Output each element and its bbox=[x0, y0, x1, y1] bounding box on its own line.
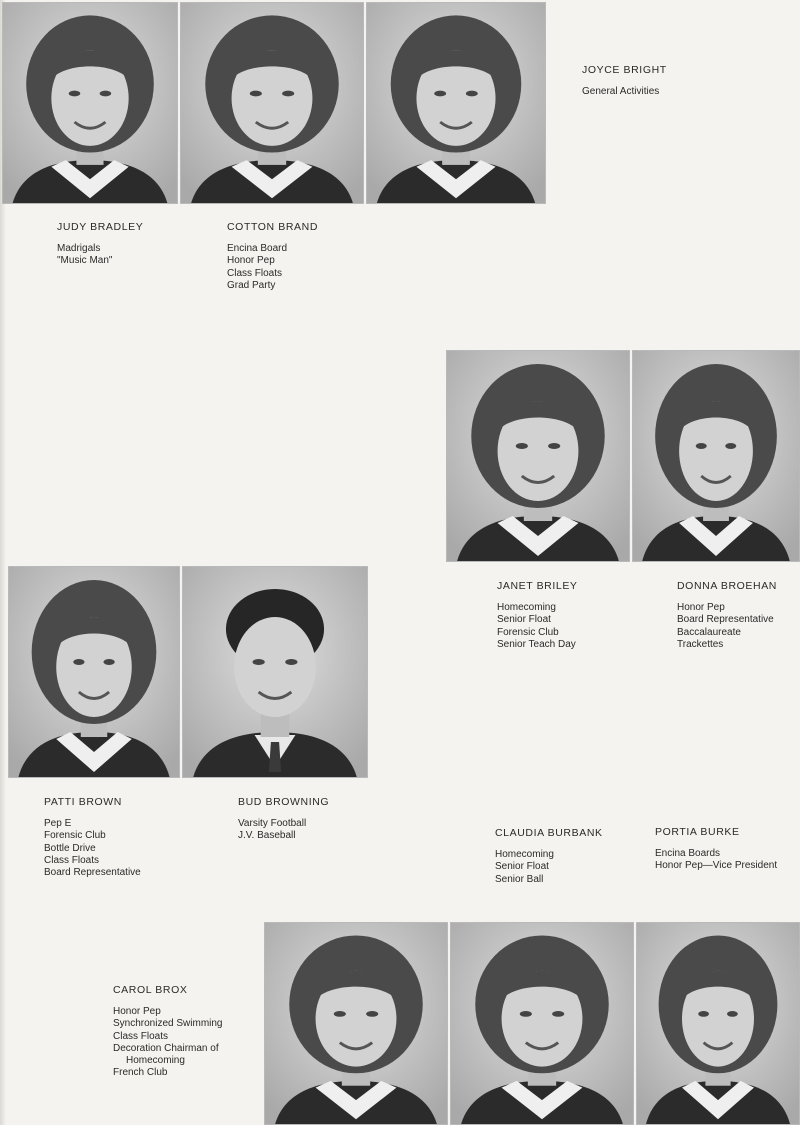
activity-item: Homecoming bbox=[126, 1055, 185, 1067]
activity-item: Baccalaureate bbox=[677, 626, 741, 638]
student-entry-janet-briley bbox=[497, 580, 578, 651]
student-entry-joyce-bright bbox=[582, 64, 667, 98]
activities-list bbox=[495, 849, 603, 886]
student-name: JUDY BRADLEY bbox=[57, 221, 144, 233]
activities-list bbox=[57, 243, 143, 268]
student-entry-donna-broehan bbox=[677, 580, 777, 651]
student-name: CAROL BROX bbox=[113, 984, 188, 996]
activity-item: Grad Party bbox=[227, 279, 276, 291]
portrait-silhouette bbox=[183, 567, 367, 777]
student-name: JOYCE BRIGHT bbox=[582, 64, 667, 76]
portrait-photo-joyce-bright bbox=[366, 2, 546, 204]
activity-item: Class Floats bbox=[44, 854, 100, 866]
portrait-silhouette bbox=[181, 3, 363, 203]
student-name: BUD BROWNING bbox=[238, 796, 330, 808]
activities-list bbox=[677, 602, 777, 651]
portrait-photo-patti-brown bbox=[8, 566, 180, 778]
activities-list bbox=[238, 818, 329, 843]
student-name: DONNA BROEHAN bbox=[677, 580, 777, 592]
portrait-photo-judy-bradley bbox=[2, 2, 178, 204]
activity-item: Encina Boards bbox=[655, 848, 721, 859]
portrait-silhouette bbox=[265, 923, 447, 1124]
portrait-silhouette bbox=[633, 351, 799, 561]
portrait-photo-claudia-burbank bbox=[450, 922, 634, 1125]
student-name: COTTON BRAND bbox=[227, 221, 319, 233]
activity-item: "Music Man" bbox=[57, 255, 113, 267]
student-entry-judy-bradley bbox=[57, 221, 143, 268]
activity-item: J.V. Baseball bbox=[238, 830, 296, 842]
student-entry-claudia-burbank bbox=[495, 827, 603, 886]
activity-item: French Club bbox=[113, 1067, 168, 1079]
student-name: PATTI BROWN bbox=[44, 796, 122, 808]
activities-list bbox=[113, 1006, 223, 1080]
portrait-photo-bud-browning bbox=[182, 566, 368, 778]
activity-item: Senior Teach Day bbox=[497, 638, 576, 650]
activity-item: Senior Ball bbox=[495, 873, 544, 885]
activity-item: Varsity Football bbox=[238, 818, 307, 829]
activity-item: Homecoming bbox=[495, 849, 554, 860]
student-entry-patti-brown bbox=[44, 796, 141, 879]
activity-item: Synchronized Swimming bbox=[113, 1018, 223, 1030]
activity-item: Homecoming bbox=[497, 602, 556, 613]
activity-item: Senior Float bbox=[497, 614, 551, 626]
portrait-photo-portia-burke bbox=[636, 922, 800, 1125]
student-name: JANET BRILEY bbox=[497, 580, 578, 592]
activities-list bbox=[582, 86, 667, 98]
portrait-photo-donna-broehan bbox=[632, 350, 800, 562]
activity-item: Decoration Chairman of bbox=[113, 1042, 219, 1054]
portrait-silhouette bbox=[637, 923, 799, 1124]
activity-item: General Activities bbox=[582, 86, 660, 97]
activity-item: Forensic Club bbox=[44, 830, 106, 842]
portrait-silhouette bbox=[451, 923, 633, 1124]
activity-item: Forensic Club bbox=[497, 626, 559, 638]
activity-item: Senior Float bbox=[495, 861, 549, 873]
student-name: CLAUDIA BURBANK bbox=[495, 827, 603, 839]
activity-item: Class Floats bbox=[227, 267, 283, 279]
activity-item: Honor Pep bbox=[113, 1006, 161, 1017]
activity-item: Pep E bbox=[44, 818, 72, 829]
student-entry-portia-burke bbox=[655, 826, 777, 873]
student-name: PORTIA BURKE bbox=[655, 826, 740, 838]
portrait-silhouette bbox=[9, 567, 179, 777]
portrait-silhouette bbox=[367, 3, 545, 203]
activity-item: Board Representative bbox=[44, 867, 141, 879]
student-entry-carol-brox bbox=[113, 984, 223, 1080]
activity-item: Bottle Drive bbox=[44, 842, 96, 854]
portrait-silhouette bbox=[447, 351, 629, 561]
portrait-silhouette bbox=[3, 3, 177, 203]
student-entry-cotton-brand bbox=[227, 221, 318, 292]
activity-item: Madrigals bbox=[57, 243, 101, 254]
portrait-photo-cotton-brand bbox=[180, 2, 364, 204]
activities-list bbox=[497, 602, 578, 651]
portrait-photo-janet-briley bbox=[446, 350, 630, 562]
student-entry-bud-browning bbox=[238, 796, 329, 843]
activity-item: Honor Pep bbox=[677, 602, 725, 613]
activity-item: Honor Pep—Vice President bbox=[655, 860, 778, 872]
activity-item: Honor Pep bbox=[227, 255, 275, 267]
activity-item: Trackettes bbox=[677, 638, 724, 650]
activities-list bbox=[227, 243, 318, 292]
activities-list bbox=[655, 848, 777, 873]
activity-item: Encina Board bbox=[227, 243, 288, 254]
activity-item: Class Floats bbox=[113, 1030, 169, 1042]
activities-list bbox=[44, 818, 141, 879]
activity-item: Board Representative bbox=[677, 614, 774, 626]
portrait-photo-carol-brox bbox=[264, 922, 448, 1125]
